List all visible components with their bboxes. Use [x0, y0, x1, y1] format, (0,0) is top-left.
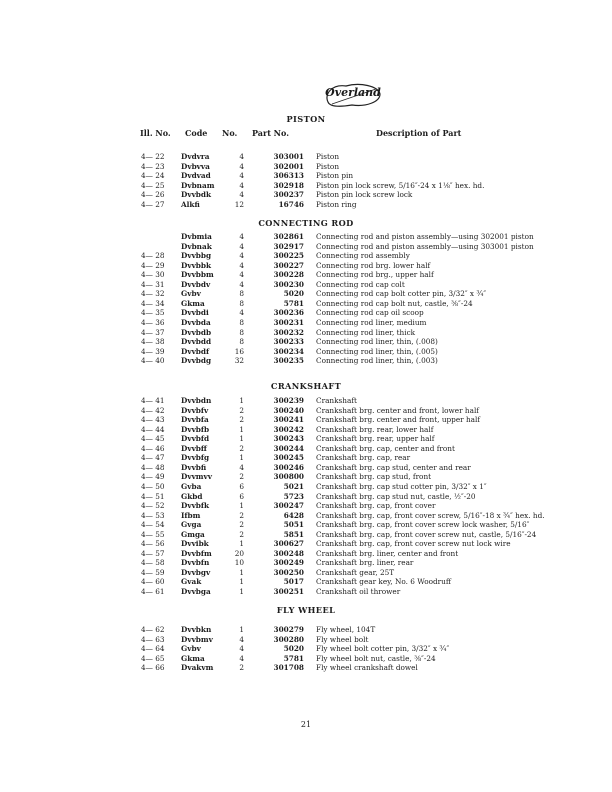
cell-quantity: 8 [239, 289, 244, 299]
cell-part-no: 300235 [273, 356, 304, 366]
cell-code: Gvbv [181, 644, 201, 654]
cell-part-no: 300237 [273, 190, 304, 200]
cell-description: Crankshaft gear, 25T [316, 567, 395, 577]
part-row [0, 181, 612, 191]
part-row [0, 406, 612, 416]
cell-ill-no: 4— 51 [141, 491, 165, 501]
cell-description: Crankshaft brg. cap, center and front [316, 443, 455, 453]
cell-quantity: 1 [239, 625, 244, 634]
cell-ill-no: 4— 58 [141, 558, 165, 568]
cell-code: Dvvbfk [181, 501, 210, 511]
cell-ill-no: 4— 22 [141, 152, 165, 161]
cell-part-no: 300247 [273, 501, 304, 511]
cell-part-no: 306313 [273, 171, 304, 181]
cell-code: Dvvbfb [181, 424, 210, 434]
cell-quantity: 4 [239, 260, 244, 270]
cell-code: Dvvibk [181, 539, 209, 549]
cell-part-no: 301708 [273, 663, 304, 673]
part-row [0, 356, 612, 366]
cell-quantity: 1 [239, 577, 244, 587]
cell-ill-no: 4— 38 [141, 337, 165, 347]
cell-code: Dvvbdk [181, 190, 212, 200]
part-row [0, 635, 612, 645]
cell-ill-no: 4— 35 [141, 308, 165, 318]
cell-description: Connecting rod cap bolt cotter pin, 3/32″ x ¾″ [316, 289, 487, 299]
cell-description: Connecting rod brg., upper half [316, 270, 434, 280]
part-row [0, 308, 612, 318]
page-number: 21 [300, 720, 312, 729]
cell-description: Crankshaft [316, 396, 357, 405]
part-row [0, 251, 612, 261]
cell-ill-no: 4— 40 [141, 356, 165, 366]
cell-part-no: 300230 [273, 279, 304, 289]
cell-ill-no: 4— 63 [141, 634, 165, 644]
part-row [0, 520, 612, 530]
cell-part-no: 300231 [273, 317, 304, 327]
header-part-no: Part No. [252, 128, 289, 138]
cell-quantity: 4 [239, 644, 244, 654]
cell-code: Dvvbdg [181, 356, 212, 366]
part-row [0, 152, 612, 162]
cell-code: Dvvbfd [181, 434, 210, 444]
cell-description: Connecting rod liner, thick [316, 327, 416, 337]
cell-description: Connecting rod liner, medium [316, 317, 427, 327]
part-row [0, 453, 612, 463]
cell-ill-no: 4— 62 [141, 625, 165, 634]
cell-code: Ifbm [181, 510, 201, 520]
cell-code: Dvvbfi [181, 462, 207, 472]
cell-quantity: 2 [239, 663, 244, 673]
part-row [0, 577, 612, 587]
cell-quantity: 4 [239, 653, 244, 663]
cell-description: Fly wheel bolt [316, 634, 369, 644]
cell-description: Connecting rod and piston assembly—using 302001 piston [316, 232, 534, 241]
part-row [0, 261, 612, 271]
cell-quantity: 4 [239, 161, 244, 171]
cell-code: Gkma [181, 298, 205, 308]
cell-quantity: 6 [239, 491, 244, 501]
cell-description: Crankshaft brg. cap stud, center and rear [316, 462, 471, 472]
overland-logo [322, 80, 384, 110]
cell-code: Dvvbbg [181, 251, 212, 261]
cell-description: Crankshaft brg. center and front, upper half [316, 415, 481, 425]
cell-code: Dvbmia [181, 232, 212, 241]
part-row [0, 539, 612, 549]
cell-code: Dvakvm [181, 663, 214, 673]
part-row [0, 644, 612, 654]
cell-quantity: 8 [239, 327, 244, 337]
cell-description: Crankshaft brg. rear, lower half [316, 424, 434, 434]
cell-description: Crankshaft gear key, No. 6 Woodruff [316, 577, 452, 587]
cell-ill-no: 4— 42 [141, 405, 165, 415]
cell-code: Dvvbbk [181, 260, 212, 270]
cell-quantity: 4 [239, 241, 244, 251]
cell-description: Fly wheel crankshaft dowel [316, 663, 418, 673]
cell-part-no: 6428 [283, 510, 304, 520]
cell-quantity: 4 [239, 270, 244, 280]
cell-quantity: 4 [239, 308, 244, 318]
cell-quantity: 2 [239, 405, 244, 415]
cell-ill-no: 4— 59 [141, 567, 165, 577]
part-row [0, 472, 612, 482]
cell-description: Crankshaft brg. cap stud nut, castle, ½″-20 [316, 491, 476, 501]
part-row [0, 171, 612, 181]
cell-part-no: 302918 [273, 180, 304, 190]
cell-part-no: 300249 [273, 558, 304, 568]
cell-part-no: 5851 [283, 529, 304, 539]
cell-quantity: 20 [234, 548, 244, 558]
cell-part-no: 300248 [273, 548, 304, 558]
part-row [0, 396, 612, 406]
cell-description: Crankshaft brg. center and front, lower half [316, 405, 479, 415]
logo-wordmark: Overland [325, 86, 381, 99]
cell-part-no: 300225 [273, 251, 304, 261]
part-row [0, 415, 612, 425]
cell-description: Crankshaft brg. cap, front cover screw lock washer, 5/16″ [316, 520, 530, 530]
cell-part-no: 300246 [273, 462, 304, 472]
cell-description: Connecting rod cap colt [316, 279, 405, 289]
cell-code: Dvvbdn [181, 396, 212, 405]
cell-part-no: 5781 [283, 298, 304, 308]
cell-quantity: 8 [239, 317, 244, 327]
cell-quantity: 4 [239, 279, 244, 289]
cell-ill-no: 4— 54 [141, 520, 165, 530]
cell-description: Connecting rod liner, thin, (.003) [316, 356, 438, 366]
cell-ill-no: 4— 24 [141, 171, 165, 181]
cell-quantity: 1 [239, 424, 244, 434]
cell-ill-no: 4— 46 [141, 443, 165, 453]
cell-part-no: 300251 [273, 587, 304, 596]
cell-code: Dvdvad [181, 171, 211, 181]
cell-description: Crankshaft brg. cap, rear [316, 453, 411, 463]
cell-ill-no: 4— 32 [141, 289, 165, 299]
cell-part-no: 300227 [273, 260, 304, 270]
cell-ill-no: 4— 43 [141, 415, 165, 425]
cell-code: Dvvbfm [181, 548, 212, 558]
cell-description: Piston ring [316, 199, 357, 209]
cell-ill-no: 4— 52 [141, 501, 165, 511]
cell-ill-no: 4— 44 [141, 424, 165, 434]
cell-description: Crankshaft brg. cap stud, front [316, 472, 432, 482]
cell-quantity: 4 [239, 190, 244, 200]
cell-ill-no: 4— 26 [141, 190, 165, 200]
cell-code: Dvbvva [181, 161, 210, 171]
cell-part-no: 300800 [273, 472, 304, 482]
section-title: FLY WHEEL [276, 605, 336, 615]
cell-ill-no: 4— 36 [141, 317, 165, 327]
cell-quantity: 4 [239, 171, 244, 181]
part-row [0, 444, 612, 454]
part-row [0, 289, 612, 299]
cell-description: Crankshaft brg. liner, center and front [316, 548, 459, 558]
cell-description: Crankshaft brg. rear, upper half [316, 434, 435, 444]
cell-part-no: 300245 [273, 453, 304, 463]
cell-quantity: 1 [239, 567, 244, 577]
part-row [0, 492, 612, 502]
cell-quantity: 2 [239, 443, 244, 453]
cell-ill-no: 4— 66 [141, 663, 165, 673]
cell-description: Connecting rod cap oil scoop [316, 308, 424, 318]
part-row [0, 568, 612, 578]
part-row [0, 270, 612, 280]
part-row [0, 318, 612, 328]
cell-quantity: 1 [239, 539, 244, 549]
cell-code: Dvvbfg [181, 453, 210, 463]
cell-description: Connecting rod liner, thin, (.008) [316, 337, 438, 347]
cell-description: Crankshaft brg. cap stud cotter pin, 3/32″ x 1″ [316, 481, 487, 491]
cell-part-no: 300239 [273, 396, 304, 405]
cell-description: Connecting rod brg. lower half [316, 260, 431, 270]
cell-ill-no: 4— 64 [141, 644, 165, 654]
cell-quantity: 1 [239, 453, 244, 463]
cell-code: Dvvbga [181, 587, 211, 596]
cell-part-no: 5020 [283, 644, 304, 654]
part-row [0, 280, 612, 290]
part-row [0, 200, 612, 210]
cell-part-no: 5021 [283, 481, 304, 491]
section-title: CONNECTING ROD [258, 218, 354, 228]
cell-quantity: 2 [239, 472, 244, 482]
cell-ill-no: 4— 31 [141, 279, 165, 289]
cell-description: Piston [316, 161, 340, 171]
cell-ill-no: 4— 47 [141, 453, 165, 463]
cell-code: Dvvbdv [181, 279, 211, 289]
cell-quantity: 4 [239, 152, 244, 161]
cell-part-no: 300234 [273, 346, 304, 356]
cell-code: Dvvmvv [181, 472, 213, 482]
cell-ill-no: 4— 49 [141, 472, 165, 482]
part-row [0, 162, 612, 172]
cell-code: Gkbd [181, 491, 203, 501]
cell-part-no: 300250 [273, 567, 304, 577]
cell-quantity: 2 [239, 510, 244, 520]
cell-code: Dvvbdi [181, 308, 209, 318]
section-title: CRANKSHAFT [270, 381, 342, 391]
part-row [0, 501, 612, 511]
cell-description: Crankshaft brg. cap, front cover screw nut, castle, 5/16″-24 [316, 529, 537, 539]
cell-quantity: 32 [234, 356, 244, 366]
part-row [0, 549, 612, 559]
cell-part-no: 300236 [273, 308, 304, 318]
cell-description: Fly wheel bolt nut, castle, ⅜″-24 [316, 653, 436, 663]
cell-quantity: 4 [239, 462, 244, 472]
cell-part-no: 300240 [273, 405, 304, 415]
cell-description: Connecting rod assembly [316, 251, 410, 261]
cell-quantity: 16 [234, 346, 244, 356]
cell-ill-no: 4— 65 [141, 653, 165, 663]
cell-description: Piston pin lock screw, 5/16″-24 x 1⅛″ hex. hd. [316, 180, 485, 190]
cell-ill-no: 4— 41 [141, 396, 165, 405]
cell-code: Dvvbgv [181, 567, 211, 577]
part-row [0, 654, 612, 664]
cell-code: Dvvbmv [181, 634, 213, 644]
cell-quantity: 6 [239, 481, 244, 491]
cell-code: Dvbnam [181, 180, 215, 190]
cell-ill-no: 4— 61 [141, 587, 165, 596]
cell-description: Crankshaft oil thrower [316, 587, 401, 596]
part-row [0, 328, 612, 338]
cell-part-no: 300228 [273, 270, 304, 280]
cell-description: Piston [316, 152, 340, 161]
cell-part-no: 5781 [283, 653, 304, 663]
cell-description: Crankshaft brg. cap, front cover screw nut lock wire [316, 539, 511, 549]
part-row [0, 558, 612, 568]
cell-part-no: 300280 [273, 634, 304, 644]
cell-part-no: 300243 [273, 434, 304, 444]
cell-description: Crankshaft brg. cap, front cover screw, 5/16″-18 x ¾″ hex. hd. [316, 510, 545, 520]
cell-quantity: 1 [239, 587, 244, 596]
header-code: Code [185, 128, 208, 138]
cell-code: Dvvbfv [181, 405, 209, 415]
cell-description: Piston pin [316, 171, 354, 181]
part-row [0, 190, 612, 200]
cell-ill-no: 4— 48 [141, 462, 165, 472]
part-row [0, 434, 612, 444]
cell-description: Crankshaft brg. liner, rear [316, 558, 414, 568]
cell-part-no: 5020 [283, 289, 304, 299]
cell-ill-no: 4— 45 [141, 434, 165, 444]
cell-ill-no: 4— 53 [141, 510, 165, 520]
part-row [0, 232, 612, 242]
cell-code: Dvvbbm [181, 270, 214, 280]
part-row [0, 299, 612, 309]
cell-code: Dvvbfn [181, 558, 210, 568]
cell-quantity: 4 [239, 634, 244, 644]
cell-description: Fly wheel, 104T [316, 625, 376, 634]
cell-ill-no: 4— 50 [141, 481, 165, 491]
cell-code: Dvvbda [181, 317, 211, 327]
cell-part-no: 300233 [273, 337, 304, 347]
cell-quantity: 1 [239, 501, 244, 511]
cell-code: Dvdvra [181, 152, 210, 161]
cell-ill-no: 4— 37 [141, 327, 165, 337]
cell-part-no: 302861 [273, 232, 304, 241]
part-row [0, 242, 612, 252]
cell-code: Gkma [181, 653, 205, 663]
cell-code: Gmga [181, 529, 205, 539]
cell-ill-no: 4— 56 [141, 539, 165, 549]
header-no: No. [222, 128, 238, 138]
part-row [0, 530, 612, 540]
cell-part-no: 300241 [273, 415, 304, 425]
cell-quantity: 4 [239, 251, 244, 261]
part-row [0, 482, 612, 492]
cell-code: Dvbnak [181, 241, 212, 251]
part-row [0, 663, 612, 673]
cell-ill-no: 4— 55 [141, 529, 165, 539]
cell-ill-no: 4— 39 [141, 346, 165, 356]
cell-part-no: 5723 [283, 491, 304, 501]
cell-part-no: 302001 [273, 161, 304, 171]
cell-code: Dvvbfa [181, 415, 209, 425]
cell-part-no: 300279 [273, 625, 304, 634]
cell-ill-no: 4— 25 [141, 180, 165, 190]
cell-description: Connecting rod liner, thin, (.005) [316, 346, 438, 356]
cell-quantity: 1 [239, 434, 244, 444]
cell-code: Dvvbdb [181, 327, 212, 337]
cell-ill-no: 4— 57 [141, 548, 165, 558]
cell-ill-no: 4— 23 [141, 161, 165, 171]
cell-part-no: 300244 [273, 443, 304, 453]
cell-ill-no: 4— 30 [141, 270, 165, 280]
cell-ill-no: 4— 34 [141, 298, 165, 308]
header-description: Description of Part [376, 128, 462, 138]
cell-part-no: 16746 [278, 199, 304, 209]
cell-code: Dvvbff [181, 443, 207, 453]
cell-quantity: 4 [239, 232, 244, 241]
cell-code: Dvvbdf [181, 346, 210, 356]
part-row [0, 337, 612, 347]
cell-code: Dvvbdd [181, 337, 212, 347]
part-row [0, 587, 612, 597]
cell-quantity: 8 [239, 337, 244, 347]
cell-quantity: 10 [234, 558, 244, 568]
cell-quantity: 2 [239, 520, 244, 530]
cell-description: Crankshaft brg. cap, front cover [316, 501, 436, 511]
part-row [0, 625, 612, 635]
part-row [0, 347, 612, 357]
cell-quantity: 2 [239, 415, 244, 425]
cell-part-no: 5051 [283, 520, 304, 530]
cell-ill-no: 4— 28 [141, 251, 165, 261]
cell-quantity: 8 [239, 298, 244, 308]
cell-description: Fly wheel bolt cotter pin, 3/32″ x ¾″ [316, 644, 450, 654]
part-row [0, 463, 612, 473]
cell-code: Gvbv [181, 289, 201, 299]
part-row [0, 511, 612, 521]
cell-part-no: 303001 [273, 152, 304, 161]
cell-description: Connecting rod and piston assembly—using 303001 piston [316, 241, 534, 251]
cell-code: Gvba [181, 481, 202, 491]
cell-part-no: 300242 [273, 424, 304, 434]
cell-description: Piston pin lock screw lock [316, 190, 413, 200]
cell-ill-no: 4— 60 [141, 577, 165, 587]
cell-part-no: 300627 [273, 539, 304, 549]
cell-code: Dvvbkn [181, 625, 212, 634]
cell-quantity: 4 [239, 180, 244, 190]
cell-ill-no: 4— 29 [141, 260, 165, 270]
cell-ill-no: 4— 27 [141, 199, 165, 209]
cell-quantity: 1 [239, 396, 244, 405]
part-row [0, 425, 612, 435]
cell-code: Gvga [181, 520, 202, 530]
page-title: PISTON [286, 114, 326, 124]
cell-part-no: 5017 [283, 577, 304, 587]
cell-description: Connecting rod cap bolt nut, castle, ⅜″-24 [316, 298, 473, 308]
header-ill-no: Ill. No. [140, 128, 171, 138]
cell-code: Gvak [181, 577, 202, 587]
cell-quantity: 2 [239, 529, 244, 539]
cell-part-no: 302917 [273, 241, 304, 251]
cell-part-no: 300232 [273, 327, 304, 337]
cell-code: Alkfi [181, 199, 200, 209]
cell-quantity: 12 [234, 199, 244, 209]
